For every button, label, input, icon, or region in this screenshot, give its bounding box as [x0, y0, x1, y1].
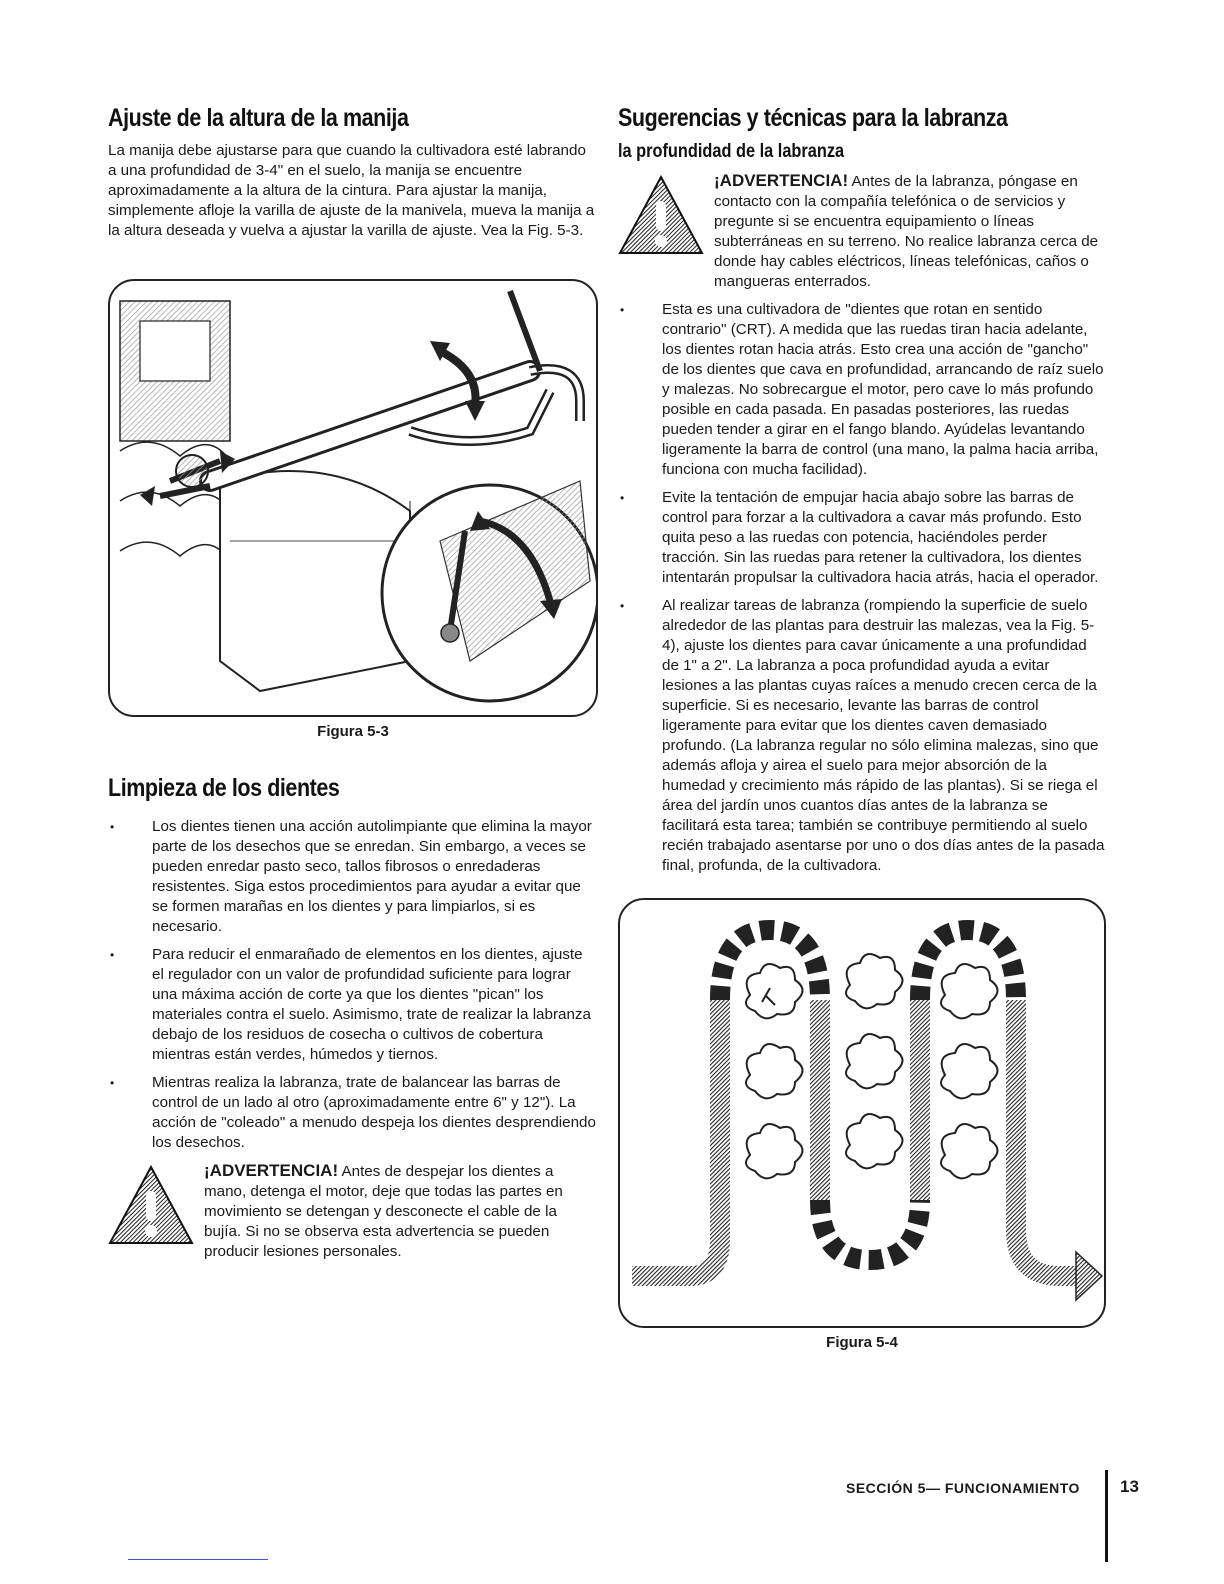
- list-item: • Para reducir el enmarañado de elementos en los dientes, ajuste el regulador con un valor de profundidad suficiente para lograr una máxima acción de corte ya que los dientes "pican" los materiales contra el suelo. Asimismo, trate de realizar la labranza debajo de los residuos de cosecha o cultivos de cobertura mientras están verdes, húmedos y tiernos.: [110, 946, 591, 1063]
- warning-text: Antes de la labranza, póngase en contacto con la compañía telefónica o de servicios y pregunte si se encuentra equipamiento o líneas subterráneas en su terreno. No realice labranza cerca de donde hay cables eléctricos, líneas telefónicas, caños o mangueras enterrados.: [714, 173, 1099, 290]
- warning-title: ¡ADVERTENCIA!: [204, 1161, 339, 1180]
- figure-5-3-caption: Figura 5-3: [317, 723, 389, 740]
- handle-height-text: La manija debe ajustarse para que cuando la cultivadora esté labrando a una profundidad de 3-4" en el suelo, la manija se encuentre aproximadamente a la altura de la cintura. Para ajustar la manija, simplemente afloje la varilla de ajuste de la manivela, mueva la manija a la altura deseada y vuelva a ajustar la varilla de ajuste. Vea la Fig. 5-3.: [108, 142, 595, 239]
- tine-cleaning-heading: Limpieza de los dientes: [108, 774, 340, 802]
- warning-title: ¡ADVERTENCIA!: [714, 171, 849, 190]
- left-column: [108, 104, 598, 1262]
- warning-box-tines: [108, 1161, 598, 1262]
- handle-height-heading: Ajuste de la altura de la manija: [108, 104, 409, 132]
- section-footer: SECCIÓN 5— FUNCIONAMIENTO: [846, 1480, 1080, 1496]
- list-item: • Mientras realiza la labranza, trate de balancear las barras de control de un lado al otro (aproximadamente entre 6" y 12"). La acción de "coleado" a menudo despeja los dientes desprendiendo los desechos.: [110, 1074, 596, 1151]
- list-item: • Los dientes tienen una acción autolimpiante que elimina la mayor parte de los desechos que se enredan. Sin embargo, a veces se pueden enredar pasto seco, tallos fibrosos o enredaderas resistentes. Siga estos procedimientos para ayudar a evitar que se formen marañas en los dientes y para limpiarlos, si es necesario.: [110, 818, 592, 935]
- warning-text: Antes de despejar los dientes a mano, detenga el motor, deje que todas las partes en movimiento se detengan y desconecte el cable de la bujía. Si no se observa esta advertencia se pueden producir lesiones personales.: [204, 1163, 563, 1260]
- page-number: 13: [1120, 1477, 1139, 1496]
- tiller-handle-illustration: [110, 281, 596, 715]
- tilling-depth-subheading: la profundidad de la labranza: [618, 141, 845, 162]
- tilling-tips-list: [618, 300, 1106, 876]
- tilling-path-illustration: [620, 900, 1104, 1326]
- figure-5-4-caption: Figura 5-4: [826, 1334, 898, 1351]
- warning-icon: [618, 175, 704, 255]
- tine-cleaning-list: [108, 817, 598, 1153]
- figure-5-4: [618, 898, 1106, 1328]
- bottom-rule: [128, 1559, 268, 1560]
- list-item: • Al realizar tareas de labranza (rompiendo la superficie de suelo alrededor de las plantas para destruir las malezas, vea la Fig. 5-4), ajuste los dientes para cavar únicamente a una profundidad de 1" a 2". La labranza a poca profundidad ayuda a evitar lesiones a las plantas cuyas raíces a menudo crecen cerca de la superficie. Si es necesario, levante las barras de control ligeramente para evitar que los dientes caven demasiado profundo. (La labranza regular no sólo elimina malezas, sino que además afloja y airea el suelo para mejor absorción de la humedad y crecimiento más rápido de las plantas). Si se riega el área del jardín unos cuantos días antes de la labranza se facilitará esta tarea; también se contribuye permitiendo al suelo recién trabajado asentarse por uno o dos días antes de la pasada final, profunda, de la cultivadora.: [620, 597, 1105, 874]
- warning-box-utilities: [618, 171, 1106, 292]
- figure-5-3: [108, 279, 598, 717]
- footer-divider: [1105, 1470, 1108, 1562]
- right-column: [618, 104, 1106, 1351]
- plant-icon: [746, 964, 803, 1018]
- list-item: • Evite la tentación de empujar hacia abajo sobre las barras de control para forzar a la cultivadora a cavar más profundo. Esto quita peso a las ruedas con potencia, haciéndoles perder tracción. Sin las ruedas para retener la cultivadora, los dientes intentarán propulsar la cultivadora hacia atrás, hacia el operador.: [620, 489, 1099, 586]
- tilling-tips-heading: Sugerencias y técnicas para la labranza: [618, 104, 1008, 132]
- warning-icon: [108, 1165, 194, 1245]
- list-item: • Esta es una cultivadora de "dientes que rotan en sentido contrario" (CRT). A medida que las ruedas tiran hacia adelante, los dientes rotan hacia atrás. Esto crea una acción de "gancho" de los dientes que cava en profundidad, arrancando de raíz suelo y malezas. No sobrecargue el motor, pero cave lo más profundo posible en cada pasada. En pasadas posteriores, las ruedas pueden tender a girar en el fango blando. Ayúdelas levantando ligeramente la barra de control (una mano, la palma hacia arriba, funciona con mucha facilidad).: [620, 301, 1104, 478]
